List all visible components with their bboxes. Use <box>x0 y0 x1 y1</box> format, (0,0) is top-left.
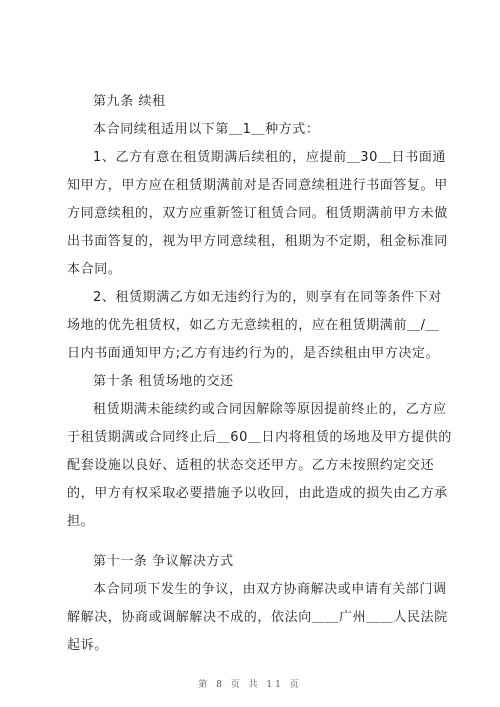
document-body <box>67 88 452 660</box>
paragraph-line: 本合同。 <box>67 262 122 277</box>
paragraph-line: 租赁期满未能续约或合同因解除等原因提前终止的，乙方应 <box>93 402 447 417</box>
paragraph-line: 2、租赁期满乙方如无违约行为的，则享有在同等条件下对 <box>93 290 442 305</box>
paragraph-line: 解解决，协商或调解解决不成的，依法向＿＿广州＿＿人民法院 <box>67 610 448 625</box>
paragraph-line: 本合同续租适用以下第＿1＿种方式： <box>93 122 320 137</box>
paragraph-line: 担。 <box>67 514 95 529</box>
paragraph-line: 配套设施以良好、适租的状态交还甲方。乙方未按照约定交还 <box>67 458 435 473</box>
paragraph-line: 方同意续租的，双方应重新签订租赁合同。租赁期满前甲方未做 <box>67 206 448 221</box>
paragraph-line: 场地的优先租赁权，如乙方无意续租的，应在租赁期满前＿/＿ <box>67 318 440 333</box>
paragraph-line: 本合同项下发生的争议，由双方协商解决或申请有关部门调 <box>93 582 447 597</box>
paragraph-line: 知甲方，甲方应在租赁期满前对是否同意续租进行书面答复。甲 <box>67 178 448 193</box>
section-heading-dispute: 第十一条 争议解决方式 <box>93 554 234 569</box>
paragraph-line: 日内书面通知甲方;乙方有违约行为的，是否续租由甲方决定。 <box>67 346 440 361</box>
paragraph-line: 的，甲方有权采取必要措施予以收回，由此造成的损失由乙方承 <box>67 486 448 501</box>
paragraph-line: 于租赁期满或合同终止后＿60＿日内将租赁的场地及甲方提供的 <box>67 430 452 445</box>
section-heading-return: 第十条 租赁场地的交还 <box>93 374 234 389</box>
paragraph-line: 出书面答复的，视为甲方同意续租，租期为不定期，租金标准同 <box>67 234 448 249</box>
section-heading-renewal: 第九条 续租 <box>93 94 166 109</box>
page-number-footer: 第 8 页 共 11 页 <box>198 680 302 690</box>
paragraph-line: 起诉。 <box>67 638 108 653</box>
paragraph-line: 1、乙方有意在租赁期满后续租的，应提前＿30＿日书面通 <box>93 150 447 165</box>
